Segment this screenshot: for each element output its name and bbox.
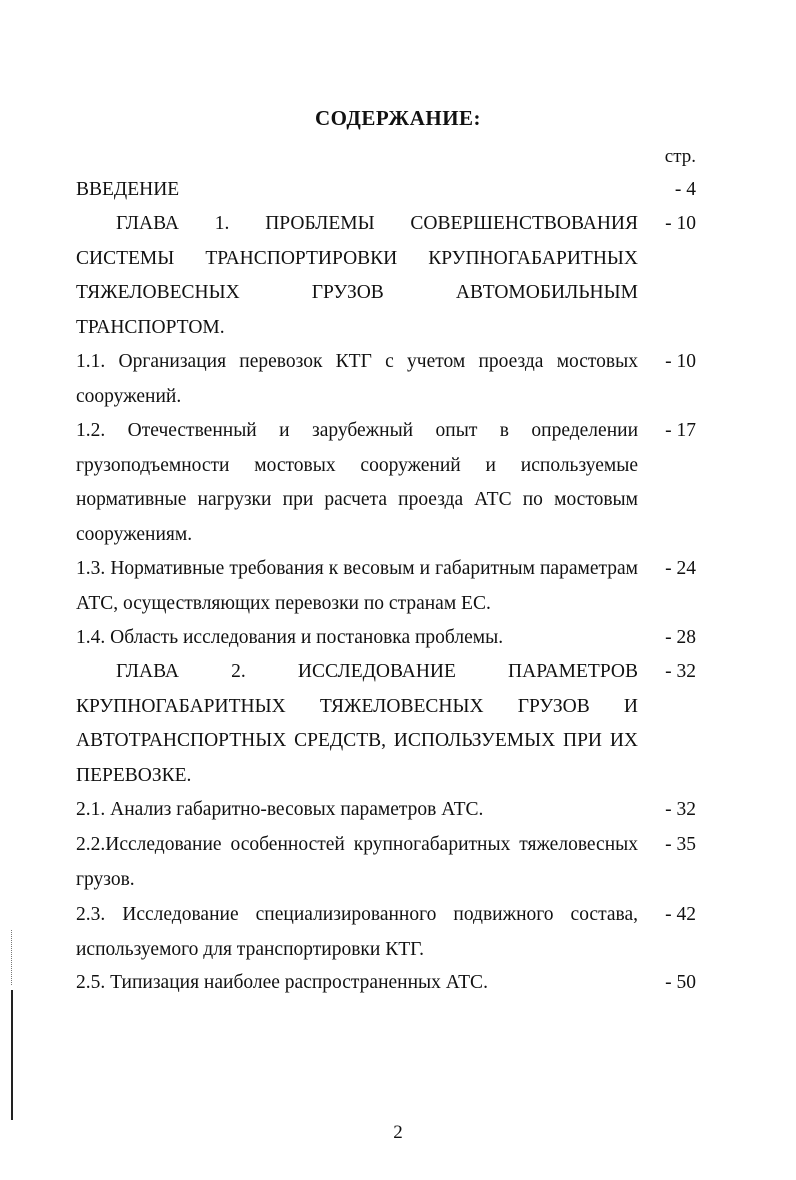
toc-entry-1-3 [76,552,696,621]
toc-entry-page: - 50 [665,972,696,993]
toc-entry-2-2 [76,828,696,897]
toc-entry-text: 1.4. Область исследования и постановка проблемы. [76,627,504,648]
toc-entry-text: ВВЕДЕНИЕ [76,179,180,200]
toc-entry-text: ГЛАВА 1. ПРОБЛЕМЫ СОВЕРШЕНСТВОВАНИЯ СИСТЕМЫ ТРАНСПОРТИРОВКИ КРУПНОГАБАРИТНЫХ ТЯЖЕЛОВЕСНЫХ ГРУЗОВ АВТОМОБИЛЬНЫМ ТРАНСПОРТОМ. [76,213,638,338]
scan-margin-line [11,990,13,1120]
toc-title: СОДЕРЖАНИЕ: [314,106,482,130]
toc-entry-page: - 17 [665,420,696,441]
toc-entry-page: - 24 [665,558,696,579]
scan-margin-dots [11,930,13,985]
toc-entry-page: - 35 [665,834,696,855]
toc-entry-introduction [76,173,696,208]
toc-entry-page: - 42 [665,904,696,925]
toc-entry-1-4 [76,621,696,656]
page-number: 2 [393,1122,403,1143]
toc-entry-text: 1.2. Отечественный и зарубежный опыт в определении грузоподъемности мостовых сооружений и используемые нормативные нагрузки при расчета проезда АТС по мостовым сооружениям. [76,420,638,545]
page-column-label: стр. [664,146,696,167]
toc-entry-text: 1.3. Нормативные требования к весовым и габаритным параметрам АТС, осуществляющих перевозки по странам ЕС. [76,558,638,614]
toc-entry-page: - 10 [665,213,696,234]
toc-entry-1-1 [76,345,696,414]
toc-entry-chapter-2 [76,655,696,793]
toc-entry-2-3 [76,898,696,967]
toc-entry-1-2 [76,414,696,552]
toc-entry-chapter-1 [76,207,696,345]
toc-entry-text: 2.1. Анализ габаритно-весовых параметров АТС. [76,799,484,820]
toc-entry-2-1 [76,793,696,828]
toc-entry-text: 1.1. Организация перевозок КТГ с учетом проезда мостовых сооружений. [76,351,638,407]
toc-entry-text: ГЛАВА 2. ИССЛЕДОВАНИЕ ПАРАМЕТРОВ КРУПНОГАБАРИТНЫХ ТЯЖЕЛОВЕСНЫХ ГРУЗОВ И АВТОТРАНСПОРТНЫХ СРЕДСТВ, ИСПОЛЬЗУЕМЫХ ПРИ ИХ ПЕРЕВОЗКЕ. [76,661,638,786]
toc-entry-text: 2.5. Типизация наиболее распространенных АТС. [76,972,488,993]
toc-entry-2-5 [76,966,696,1001]
toc-entry-page: - 4 [674,179,696,200]
toc-entry-page: - 32 [665,661,696,682]
toc-entry-page: - 32 [665,799,696,820]
toc-entry-text: 2.2.Исследование особенностей крупногабаритных тяжеловесных грузов. [76,834,638,890]
toc-entry-page: - 10 [665,351,696,372]
toc-entry-page: - 28 [665,627,696,648]
toc-entry-text: 2.3. Исследование специализированного подвижного состава, используемого для транспортировки КТГ. [76,904,638,960]
